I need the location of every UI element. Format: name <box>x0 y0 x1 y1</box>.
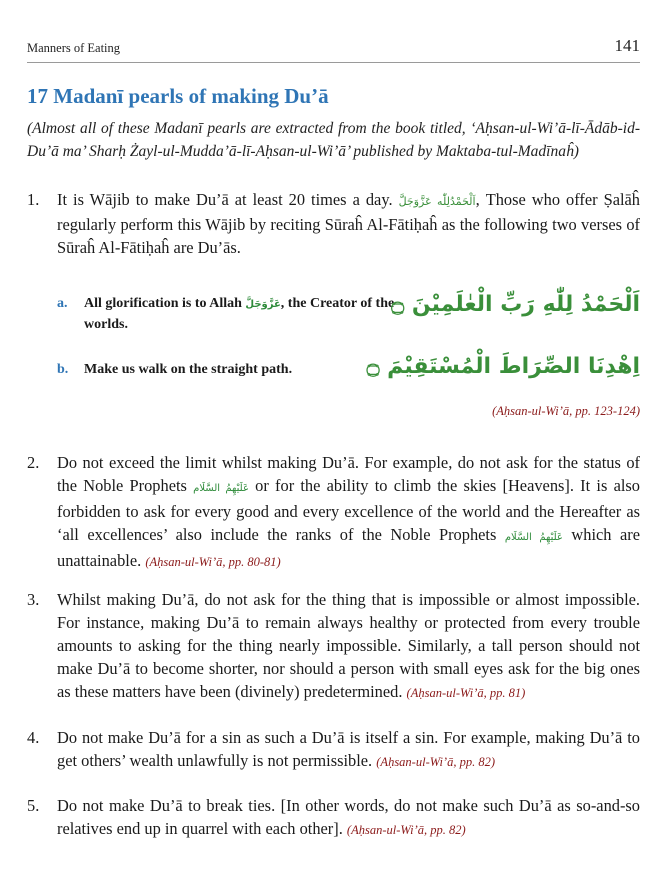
sub-item-b <box>57 360 397 380</box>
section-heading: 17 Madanī pearls of making Du’ā <box>27 84 329 108</box>
sub-item-text: Make us walk on the straight path. <box>84 362 293 377</box>
reference: (Aḥsan-ul-Wi’ā, pp. 80-81) <box>145 555 281 569</box>
item-number: 3. <box>27 590 40 609</box>
item-number: 4. <box>27 728 40 747</box>
sub-item-letter: a. <box>57 296 68 311</box>
sub-item-a <box>57 294 397 335</box>
list-item-3 <box>27 588 640 705</box>
item-number: 5. <box>27 796 40 815</box>
list-item-5 <box>27 794 640 842</box>
verse-a: اَلْحَمْدُ لِلّٰهِ رَبِّ الْعٰلَمِيْنَ ۝ <box>391 292 640 317</box>
arabic-phrase: اَلْحَمْدُلِلّٰه عَزَّوَجَلَّ <box>398 195 476 208</box>
list-item-1 <box>27 188 640 259</box>
sub-item-text: All glorification is to Allah عَزَّوَجَلَّ, the Creator of the worlds. <box>84 296 395 332</box>
honorific: عَلَيْهِمُ السَّلَام <box>504 532 563 543</box>
list-item-4 <box>27 726 640 774</box>
sub-reference: (Aḥsan-ul-Wi’ā, pp. 123-124) <box>492 404 640 418</box>
honorific: عَزَّوَجَلَّ <box>245 299 281 310</box>
reference: (Aḥsan-ul-Wi’ā, pp. 82) <box>376 755 495 769</box>
item-number: 1. <box>27 190 40 209</box>
intro-paragraph: (Almost all of these Madanī pearls are extracted from the book titled, ‘Aḥsan-ul-Wi’ā-lī-Ādāb-id-Du’ā ma’ Sharḥ Żayl-ul-Mudda’ā-lī-Aḥsan-ul-Wi’ā’ published by Maktaba-tul-Madīnaĥ) <box>27 120 640 160</box>
item-text: Do not exceed the limit whilst making Du’ā. For example, do not ask for the status of the Noble Prophets عَلَيْهِمُ السَّلَام or for the ability to climb the skies [Heavens]. It is also forbidden to ask for every good and every excellence of the world and the Hereafter as ‘all excellences’ also include the ranks of the Noble Prophets عَلَيْهِمُ السَّلَام which are unattainable. (Aḥsan-ul-Wi’ā, pp. 80-81) <box>57 453 640 570</box>
item-text: Do not make Du’ā for a sin as such a Du’ā is itself a sin. For example, making Du’ā to get others’ wealth unlawfully is not permissible. (Aḥsan-ul-Wi’ā, pp. 82) <box>57 728 640 770</box>
item-text: Whilst making Du’ā, do not ask for the thing that is impossible or almost impossible. For instance, making Du’ā to remain always healthy or protected from every trouble amounts to asking for the thing nearly impossible. Similarly, a tall person should not make Du’ā to become shorter, nor should a person with small eyes ask for the big ones as these matters have been (divinely) predetermined. (Aḥsan-ul-Wi’ā, pp. 81) <box>57 590 640 701</box>
list-item-2 <box>27 451 640 574</box>
verse-b: اِهْدِنَا الصِّرَاطَ الْمُسْتَقِيْمَ ۝ <box>366 354 640 379</box>
item-text: It is Wājib to make Du’ā at least 20 times a day. اَلْحَمْدُلِلّٰه عَزَّوَجَلَّ, Those who offer Ṣalāĥ regularly perform this Wājib by reciting Sūraĥ Al-Fātiḥaĥ as the following two verses of Sūraĥ Al-Fātiḥaĥ are Du’ās. <box>57 190 640 257</box>
honorific: عَلَيْهِمُ السَّلَام <box>193 483 249 494</box>
sub-item-letter: b. <box>57 362 69 377</box>
page-number: 141 <box>614 36 640 55</box>
reference: (Aḥsan-ul-Wi’ā, pp. 81) <box>406 686 526 700</box>
reference: (Aḥsan-ul-Wi’ā, pp. 82) <box>346 823 466 837</box>
item-text: Do not make Du’ā to break ties. [In other words, do not make such Du’ā as so-and-so relatives end up in quarrel with each other]. (Aḥsan-ul-Wi’ā, pp. 82) <box>57 796 640 838</box>
item-number: 2. <box>27 453 40 472</box>
header-title: Manners of Eating <box>27 41 121 55</box>
page-header <box>27 30 640 63</box>
